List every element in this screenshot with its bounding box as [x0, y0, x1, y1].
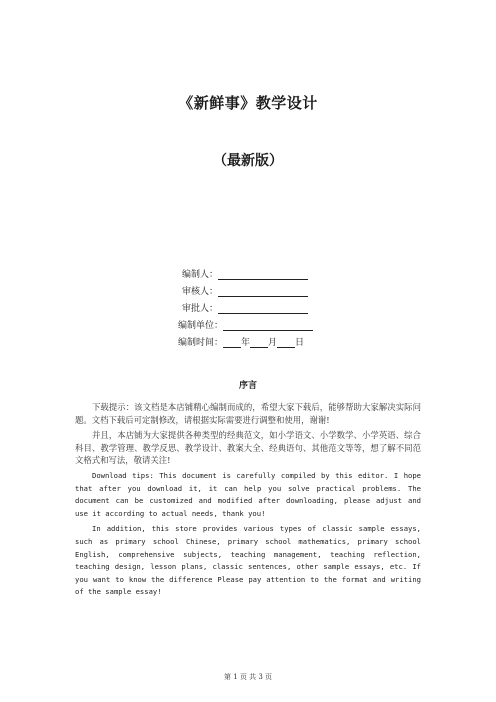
preface-paragraph-en: Download tips: This document is carefully compiled by this editor. I hope that after you download it, it can help you solve practical problems. The document can be customized and modified after downloading, please adjust and use it according to actual needs, thank you! [75, 470, 421, 518]
day-blank [277, 337, 295, 348]
reviewer-row [178, 280, 313, 297]
preface-heading: 序言 [238, 381, 257, 391]
editor-row [178, 263, 313, 280]
unit-label: 编制单位： [178, 321, 224, 331]
unit-row [178, 314, 313, 331]
preface-paragraph-en: In addition, this store provides various types of classic sample essays, such as primary school Chinese, primary school mathematics, primary school English, comprehensive subjects, teaching management, teaching reflection, teaching design, lesson plans, classic sentences, other sample essays, etc. If you want to know the difference Please pay attention to the format and writing of the sample essay! [75, 524, 421, 597]
month-blank [250, 337, 268, 348]
approver-row [178, 297, 313, 314]
approver-blank [218, 303, 308, 314]
document-title: 《新鲜事》教学设计 [178, 94, 318, 112]
unit-blank [223, 320, 313, 331]
month-label: 月 [268, 338, 278, 348]
preface-paragraph: 并且，本店铺为大家提供各种类型的经典范文，如小学语文、小学数学、小学英语、综合科目、教学管理、教学反思、教学设计、教案大全、经典语句、其他范文等等，想了解不同范文格式和写法，敬请关注! [75, 430, 421, 466]
preface-paragraph: 下载提示：该文档是本店铺精心编制而成的，希望大家下载后，能够帮助大家解决实际问题。文档下载后可定制修改，请根据实际需要进行调整和使用，谢谢! [75, 402, 421, 425]
editor-blank [218, 269, 308, 280]
date-label: 编制时间： [178, 338, 224, 348]
document-subtitle: （最新版） [213, 153, 283, 169]
year-blank [223, 337, 241, 348]
page-footer: 第 1 页 共 3 页 [223, 673, 273, 681]
date-row [178, 331, 313, 348]
preface-body [75, 401, 421, 602]
day-label: 日 [295, 338, 305, 348]
reviewer-label: 审核人： [182, 287, 219, 297]
editor-label: 编制人： [182, 270, 219, 280]
year-label: 年 [241, 338, 251, 348]
approver-label: 审批人： [182, 304, 219, 314]
meta-block [178, 263, 313, 348]
reviewer-blank [218, 286, 308, 297]
